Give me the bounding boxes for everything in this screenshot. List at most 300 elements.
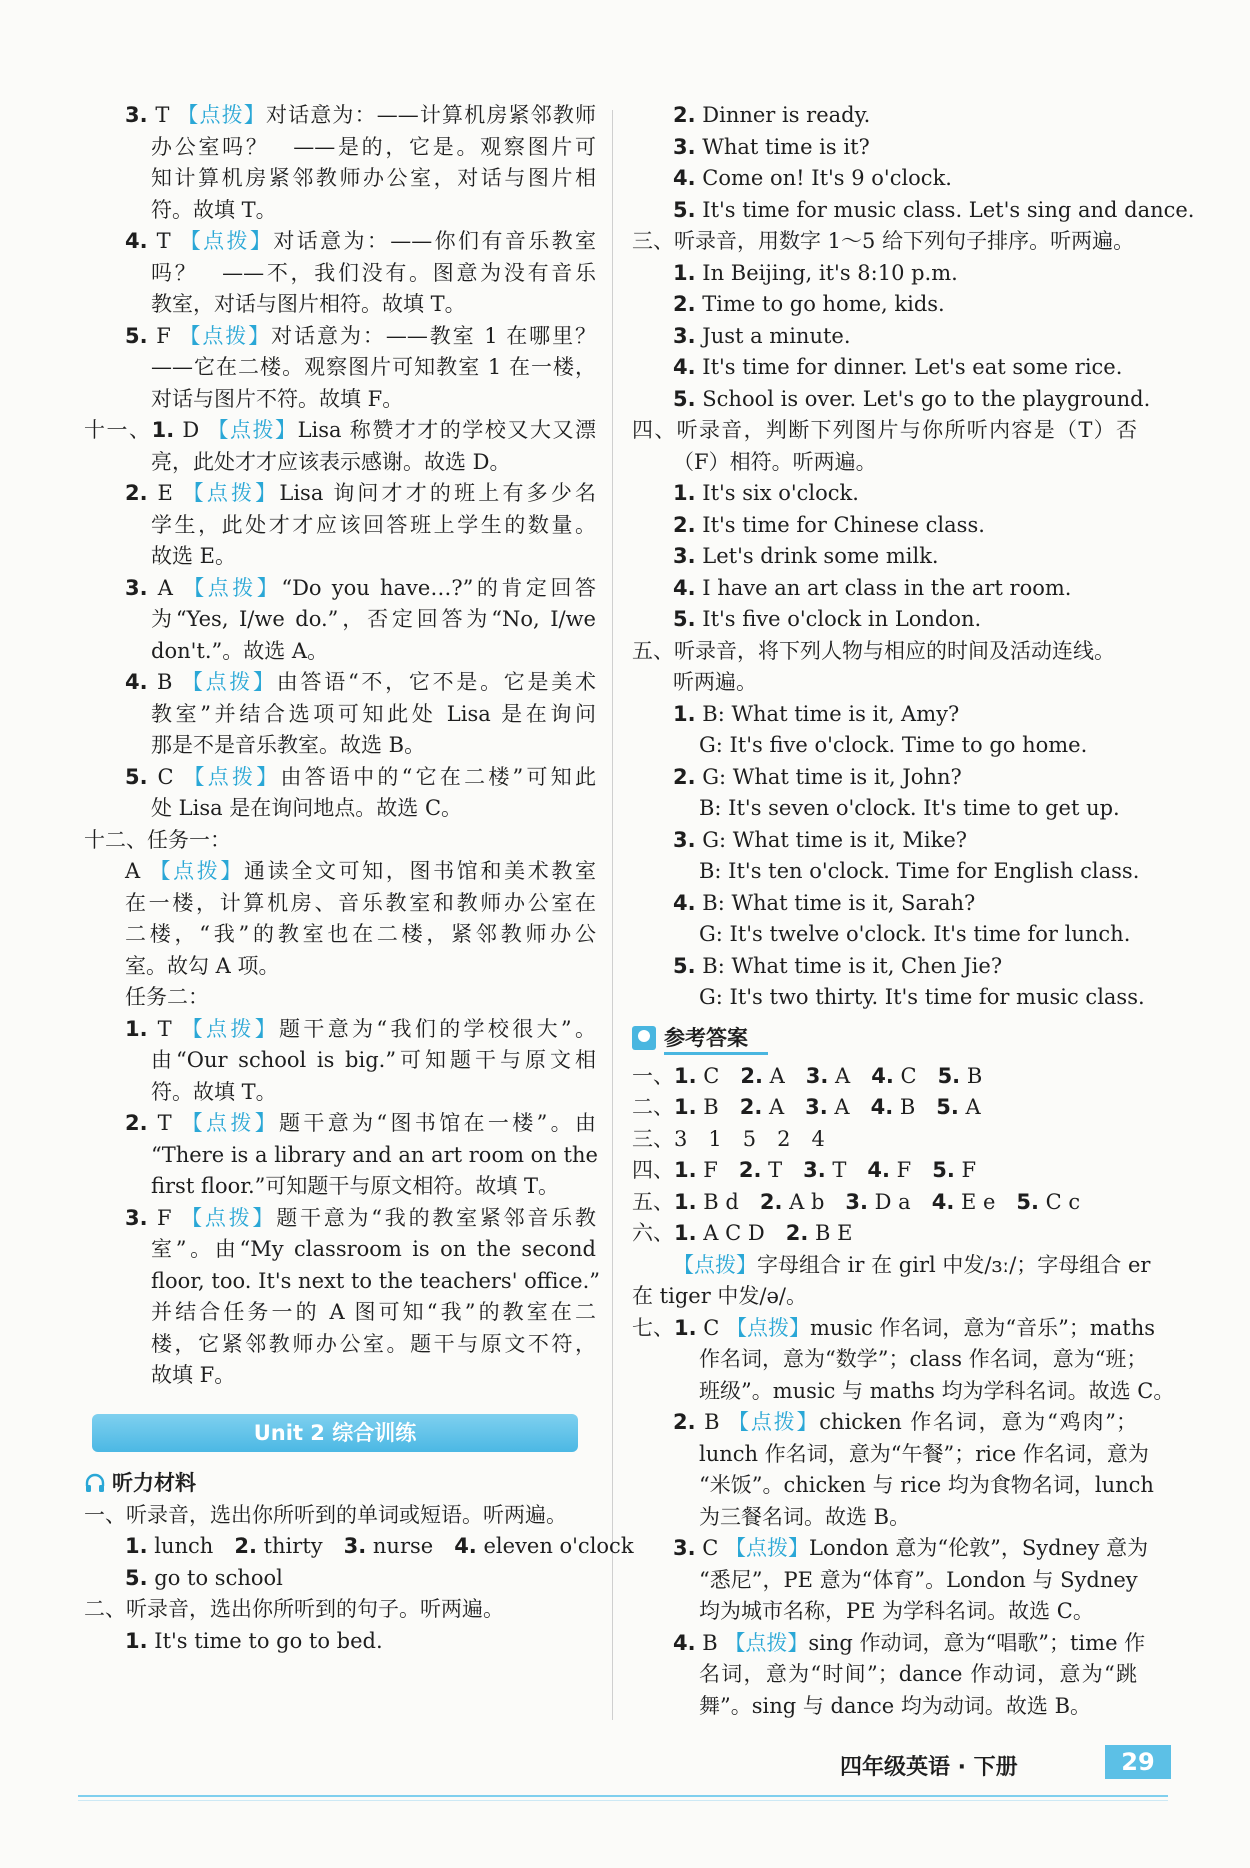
item-number: 2. [673,512,696,537]
text-segment: A [827,1095,871,1119]
text-segment: B E [808,1221,853,1245]
text-line [632,1470,1154,1502]
text-line [632,1250,1151,1282]
hint-tag: 【点拨】 [179,323,272,348]
hint-tag: 【点拨】 [673,1252,757,1277]
text-segment: 四、 [632,1158,674,1182]
text-segment: floor, too. It's next to the teachers' office.” [151,1268,601,1293]
hint-tag: 【点拨】 [183,575,282,600]
text-segment: C c [1039,1189,1081,1214]
text-segment: first floor.”可知题干与原文相符。故填 T。 [151,1174,560,1198]
text-segment: T [761,1158,804,1182]
item-number: 4. [673,575,696,600]
item-number: 4. [871,1063,894,1088]
text-segment: London 意为“伦敦”，Sydney 意为 [809,1536,1149,1560]
item-number: 5. [673,197,696,222]
text-line [632,825,1137,857]
item-number: 1. [125,1016,148,1041]
text-line [84,1297,596,1329]
text-line [84,762,596,794]
item-number: 1. [674,1315,697,1340]
text-segment: music 作名词，意为“音乐”；maths [810,1315,1156,1340]
text-line [632,1155,1137,1187]
text-segment: It's time for music class. Let's sing and dance. [695,197,1195,222]
text-segment: 二、 [632,1095,674,1119]
text-segment: A [762,1063,806,1088]
text-segment: B [147,670,182,694]
item-number: 1. [125,1628,148,1653]
unit-title-bar: Unit 2 综合训练 [92,1414,578,1452]
text-line [84,1077,596,1109]
text-line [84,258,596,290]
text-line [84,1500,596,1532]
text-line [632,1439,1149,1471]
text-segment: （F）相符。听两遍。 [673,449,877,474]
text-segment: G: It's five o'clock. Time to go home. [699,733,1088,757]
item-number: 3. [673,134,696,159]
text-segment: School is over. Let's go to the playground. [695,386,1151,411]
text-segment: 由“Our school is big.”可知题干与原文相 [151,1048,596,1072]
text-line [84,100,596,132]
text-segment: F [147,323,180,348]
text-line [632,1281,1137,1313]
text-line [84,541,596,573]
text-line [84,667,596,699]
text-line [632,1187,1137,1219]
text-segment: 任务二： [125,985,209,1009]
text-line [84,163,596,195]
text-segment: B [695,1630,725,1655]
listening-material-left [84,1500,634,1658]
hint-tag: 【点拨】 [207,418,298,442]
item-number: 3. [845,1189,868,1214]
text-segment: B d [696,1189,760,1214]
text-segment: T [147,103,178,127]
text-segment: It's five o'clock in London. [695,607,982,631]
item-number: 2. [738,1158,762,1182]
text-segment: F [147,1205,182,1230]
item-number: 2. [234,1534,257,1558]
text-line [84,856,596,888]
text-line [632,1659,1137,1691]
item-number: 1. [151,418,175,442]
left-answers [84,100,601,1392]
text-line [84,573,596,605]
text-segment: 二楼，“我”的教室也在二楼，紧邻教师办公 [125,922,596,946]
text-segment: 听两遍。 [673,670,757,694]
text-segment: It's time to go to bed. [147,1628,383,1653]
text-segment: Come on! It's 9 o'clock. [695,166,952,190]
text-line [632,1124,1137,1156]
text-segment: 那是不是音乐教室。故选 B。 [151,733,426,757]
text-line [632,982,1145,1014]
text-line [632,510,1137,542]
text-segment: 班级”。music 与 maths 均为学科名词。故选 C。 [699,1378,1175,1403]
text-line [632,163,1137,195]
text-line [632,195,1195,227]
text-segment: Just a minute. [695,323,851,348]
text-line [632,415,1137,447]
text-line [84,1203,596,1235]
item-number: 5. [936,1095,959,1119]
hint-tag: 【点拨】 [726,1315,811,1340]
text-segment: go to school [147,1565,283,1590]
text-segment: 均为城市名称，PE 为学科名词。故选 C。 [699,1599,1094,1623]
text-line [84,919,596,951]
item-number: 4. [870,1095,894,1119]
text-segment: 作名词，意为“数学”；class 作名词，意为“班； [699,1347,1148,1371]
hint-tag: 【点拨】 [725,1536,810,1560]
text-line [84,1266,601,1298]
footer-rule-thin [78,1800,1168,1801]
text-line [84,132,596,164]
text-segment: F [890,1158,933,1182]
hint-tag: 【点拨】 [724,1630,809,1655]
answer-key [632,1061,1175,1723]
text-line [632,1565,1137,1597]
text-segment: D [174,418,208,442]
text-segment: nurse [366,1534,455,1558]
text-line [632,1533,1149,1565]
text-segment: C [695,1536,726,1560]
text-line [84,1360,596,1392]
text-line [84,1329,596,1361]
text-segment: B [695,1410,729,1434]
item-number: 3. [803,1158,826,1182]
hint-tag: 【点拨】 [149,859,245,883]
hint-tag: 【点拨】 [183,764,281,789]
text-segment: 五、 [632,1189,674,1214]
text-line [632,762,1137,794]
text-segment: 通读全文可知，图书馆和美术教室 [244,859,597,883]
text-segment: In Beijing, it's 8:10 p.m. [695,260,958,285]
hint-tag: 【点拨】 [179,229,274,253]
text-line [84,195,596,227]
text-segment: “There is a library and an art room on the [151,1142,598,1167]
item-number: 4. [673,890,696,915]
item-number: 5. [1016,1189,1039,1214]
text-segment: A [828,1063,872,1088]
text-line [632,541,1137,573]
item-number: 3. [125,575,148,600]
text-line [84,289,596,321]
item-number: 4. [673,166,696,190]
section-marker: 十一、 [84,418,152,442]
text-line [632,919,1137,951]
text-line [84,888,596,920]
item-number: 2. [125,481,148,505]
listening-title: 听力材料 [112,1470,196,1495]
text-line [632,384,1151,416]
hint-tag: 【点拨】 [728,1410,820,1434]
text-line [632,856,1140,888]
text-segment: 符。故填 T。 [151,197,277,222]
text-line [84,730,596,762]
text-segment: 对话意为：——你们有音乐教室 [273,229,597,253]
item-number: 3. [673,1536,696,1560]
text-line [632,447,1137,479]
text-segment: don't.”。故选 A。 [151,638,329,663]
text-segment: Lisa 询问才才的班上有多少名 [279,481,596,505]
hint-tag: 【点拨】 [181,1111,280,1135]
text-line [84,1234,596,1266]
item-number: 1. [674,1095,697,1119]
section-marker: 十二、任务一： [84,827,231,852]
text-segment: 对话意为：——计算机房紧邻教师 [265,103,597,127]
item-number: 3. [805,1095,828,1119]
text-segment: 楼，它紧邻教师办公室。题干与原文不符， [151,1331,596,1356]
item-number: 2. [739,1095,763,1119]
text-segment: 题干意为“我们的学校很大”。 [279,1016,597,1041]
hint-tag: 【点拨】 [182,481,280,505]
text-segment: 对话与图片不符。故填 F。 [151,386,404,411]
text-segment: 五、听录音，将下列人物与相应的时间及活动连线。 [632,638,1115,663]
text-segment: 室”。由“My classroom is on the second [151,1237,596,1261]
text-segment: G: It's twelve o'clock. It's time for lunch. [699,922,1131,946]
text-segment: A [125,859,150,883]
text-line [632,1092,1137,1124]
text-segment: B: What time is it, Amy? [695,701,960,726]
text-segment: C [696,1063,741,1088]
text-line [632,352,1137,384]
item-number: 2. [673,103,696,127]
item-number: 1. [673,481,696,505]
text-segment: 在 tiger 中发/ə/。 [632,1284,807,1308]
text-line [632,573,1137,605]
text-segment: E [147,481,183,505]
text-segment: 教室，对话与图片相符。故填 T。 [151,292,466,316]
text-segment: Dinner is ready. [695,103,871,127]
text-line [632,636,1137,668]
text-line [632,730,1137,762]
text-segment: 二、听录音，选出你所听到的句子。听两遍。 [84,1597,504,1621]
text-segment: It's time for dinner. Let's eat some rice. [695,355,1123,379]
text-segment: 并结合任务一的 A 图可知“我”的教室在二 [151,1300,596,1324]
text-segment: Time to go home, kids. [695,292,945,316]
item-number: 2. [673,292,696,316]
text-line [84,510,596,542]
hint-tag: 【点拨】 [177,103,266,127]
text-segment: B: What time is it, Sarah? [695,890,976,915]
item-number: 2. [673,764,696,789]
text-segment: 处 Lisa 是在询问地点。故选 C。 [151,796,463,820]
text-line [632,132,1137,164]
text-line [632,1376,1175,1408]
page-number: 29 [1105,1745,1171,1779]
item-number: 1. [674,1158,697,1182]
text-line [632,1407,1137,1439]
item-number: 5. [125,764,148,789]
item-number: 3. [125,103,148,127]
item-number: 1. [674,1221,697,1245]
text-line [84,636,596,668]
listening-heading [84,1466,596,1500]
hint-tag: 【点拨】 [181,670,277,694]
text-segment: What time is it? [695,134,870,159]
text-segment: F [954,1158,977,1182]
text-segment: 由答语“不，它不是。它是美术 [276,670,596,694]
text-segment: lunch [147,1534,235,1558]
text-segment: 题干意为“我的教室紧邻音乐教 [276,1205,597,1230]
text-segment: Lisa 称赞才才的学校又大又漂 [297,418,597,442]
text-line [632,321,1137,353]
text-line [84,321,596,353]
text-segment: B [893,1095,937,1119]
text-line [632,888,1137,920]
text-segment: It's six o'clock. [695,481,859,505]
column-divider [612,110,613,1720]
text-segment: E e [954,1189,1017,1214]
text-line [632,793,1137,825]
text-segment: 三、3 1 5 2 4 [632,1126,825,1151]
text-line [632,1628,1146,1660]
text-segment: 一、听录音，选出你所听到的单词或短语。听两遍。 [84,1502,567,1527]
answers-title: 参考答案 [664,1022,768,1055]
text-line [84,1014,596,1046]
item-number: 3. [673,544,696,568]
text-line [632,1218,1137,1250]
text-segment: 一、 [632,1063,674,1088]
text-segment: 为“Yes, I/we do.”，否定回答为“No, I/we [151,607,596,631]
text-segment: B: What time is it, Chen Jie? [695,953,1003,978]
person-icon [632,1026,656,1050]
text-segment: B: It's seven o'clock. It's time to get up. [699,796,1120,820]
text-line [84,1594,596,1626]
item-number: 1. [674,1189,697,1214]
item-number: 2. [125,1111,148,1135]
text-segment: C [696,1315,727,1340]
text-line [84,1045,596,1077]
text-line [84,1531,634,1563]
item-number: 4. [673,1630,696,1655]
text-line [84,793,596,825]
text-segment: T [825,1158,868,1182]
text-line [632,1061,1137,1093]
text-line [84,699,596,731]
item-number: 5. [937,1063,961,1088]
text-segment: 吗？ ——不，我们没有。图意为没有音乐 [151,260,596,285]
text-line [632,100,1137,132]
item-number: 1. [125,1534,148,1558]
text-line [632,1691,1137,1723]
item-number: 1. [674,1063,697,1088]
text-segment: B [696,1095,740,1119]
text-segment: It's time for Chinese class. [695,512,985,537]
text-line [84,352,596,384]
text-line [84,384,596,416]
text-line [632,258,1137,290]
text-segment: T [147,1016,182,1041]
text-line [632,667,1137,699]
text-line [84,226,596,258]
text-segment: chicken 作名词，意为“鸡肉”； [819,1410,1138,1434]
text-line [84,982,596,1014]
text-segment: A b [782,1189,846,1214]
hint-tag: 【点拨】 [181,1205,277,1230]
item-number: 1. [673,260,696,285]
text-segment: 字母组合 ir 在 girl 中发/ɜː/；字母组合 er [757,1252,1151,1277]
text-segment: 故填 F。 [151,1363,236,1387]
headphones-icon [84,1472,106,1494]
listening-material-right [632,100,1195,1014]
text-segment: 由答语中的“它在二楼”可知此 [280,764,597,789]
item-number: 2. [759,1189,783,1214]
text-line [632,1344,1148,1376]
item-number: 2. [785,1221,809,1245]
text-segment: ——它在二楼。观察图片可知教室 1 在一楼， [151,355,596,379]
hint-tag: 【点拨】 [181,1016,280,1041]
text-segment: D a [867,1189,932,1214]
answers-heading [632,1022,1137,1055]
text-line [84,1140,596,1172]
text-line [632,478,1137,510]
text-segment: 故选 E。 [151,544,237,568]
text-segment: 知计算机房紧邻教师办公室，对话与图片相 [151,166,596,190]
text-segment: A [958,1095,981,1119]
text-segment: thirty [256,1534,344,1558]
text-segment: “米饭”。chicken 与 rice 均为食物名词，lunch [699,1473,1154,1497]
text-segment: 在一楼，计算机房、音乐教室和教师办公室在 [125,890,596,915]
footer-book-title: 四年级英语 · 下册 [840,1755,1018,1780]
text-line [84,1171,596,1203]
text-line [632,226,1137,258]
text-segment: 室。故勾 A 项。 [125,953,280,978]
item-number: 4. [454,1534,477,1558]
item-number: 4. [125,670,148,694]
footer-rule [78,1795,1168,1797]
text-segment: “悉尼”，PE 意为“体育”。London 与 Sydney [699,1567,1138,1592]
text-segment: 舞”。sing 与 dance 均为动词。故选 B。 [699,1693,1092,1718]
text-segment: 符。故填 T。 [151,1079,277,1104]
item-number: 3. [343,1534,367,1558]
item-number: 3. [673,323,696,348]
item-number: 4. [867,1158,890,1182]
text-line [632,951,1137,983]
item-number: 1. [673,701,696,726]
text-segment: A [147,575,184,600]
item-number: 5. [673,386,696,411]
text-segment: I have an art class in the art room. [695,575,1072,600]
text-segment: 题干意为“图书馆在一楼”。由 [279,1111,597,1135]
item-number: 3. [805,1063,829,1088]
text-line [84,604,596,636]
text-segment: C [893,1063,938,1088]
text-segment: 办公室吗？ ——是的，它是。观察图片可 [151,134,596,159]
text-segment: B [960,1063,983,1088]
text-segment: G: What time is it, John? [695,764,962,789]
text-line [84,1563,596,1595]
text-segment: A [762,1095,806,1119]
text-segment: F [696,1158,739,1182]
text-line [84,825,596,857]
text-segment: “Do you have…?”的肯定回答 [281,575,596,600]
right-column [632,100,1195,1722]
text-segment: T [147,229,180,253]
item-number: 5. [125,1565,148,1590]
text-segment: 为三餐名词。故选 B。 [699,1504,911,1529]
text-line [632,289,1137,321]
text-line [84,951,596,983]
text-line [84,478,596,510]
text-segment: sing 作动词，意为“唱歌”；time 作 [808,1630,1146,1655]
text-segment: T [147,1111,182,1135]
item-number: 5. [125,323,148,348]
text-segment: 教室”并结合选项可知此处 Lisa 是在询问 [151,701,596,726]
text-segment: 三、听录音，用数字 1～5 给下列句子排序。听两遍。 [632,229,1135,253]
item-number: 2. [673,1410,696,1434]
text-segment: G: What time is it, Mike? [695,827,968,852]
left-column [84,100,634,1657]
